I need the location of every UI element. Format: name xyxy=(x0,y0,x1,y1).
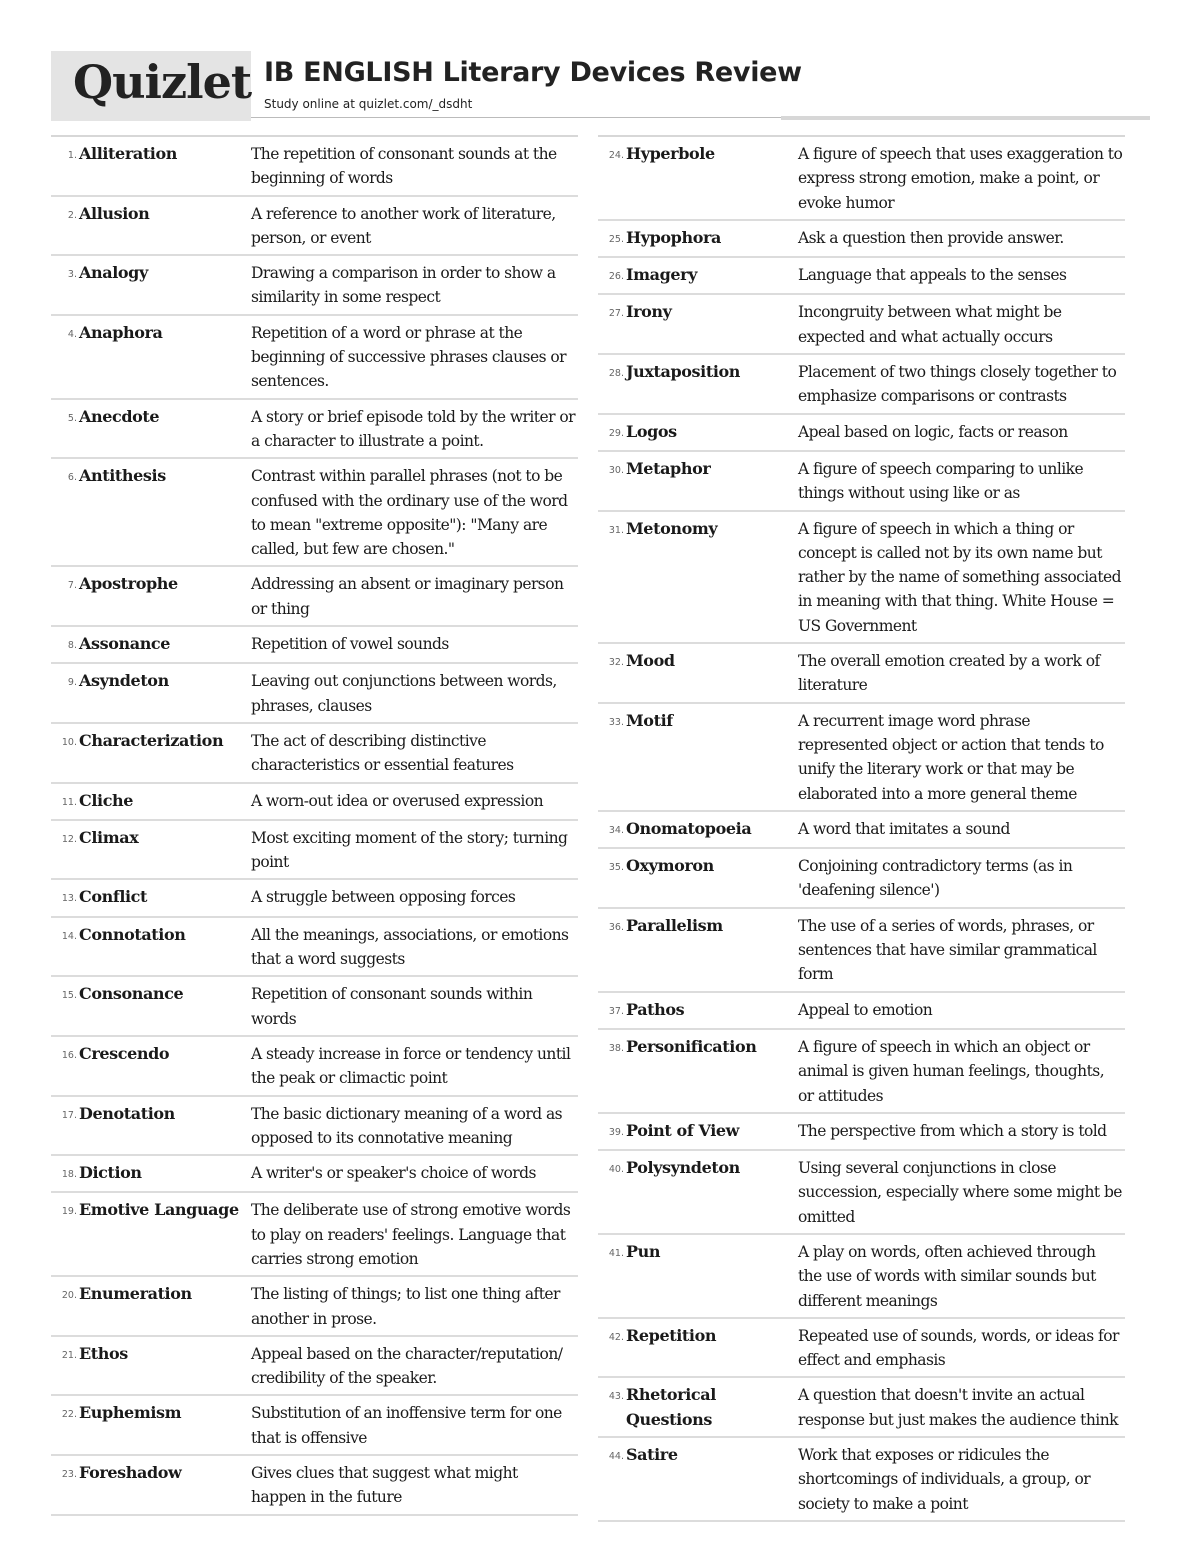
term-number: 27. xyxy=(608,308,624,320)
term-number: 28. xyxy=(608,368,624,380)
term-name: Analogy xyxy=(79,263,148,283)
term-number: 36. xyxy=(608,921,624,933)
term-name: Euphemism xyxy=(79,1403,182,1423)
quizlet-logo xyxy=(51,51,251,121)
term-definition: A figure of speech comparing to unlike things without using like or as xyxy=(798,459,1084,503)
term-definition: A worn-out idea or overused expression xyxy=(251,791,544,810)
term-definition: Using several conjunctions in close succession, especially where some might be omitted xyxy=(798,1159,1122,1226)
term-row xyxy=(51,664,578,724)
term-row xyxy=(51,821,578,881)
term-number: 34. xyxy=(608,824,624,836)
term-name: Satire xyxy=(626,1445,678,1465)
term-row xyxy=(598,1319,1125,1379)
term-name: Pun xyxy=(626,1241,661,1261)
term-number: 21. xyxy=(61,1349,77,1361)
term-definition: Language that appeals to the senses xyxy=(798,266,1067,285)
term-row xyxy=(51,135,578,197)
term-definition: Appeal to emotion xyxy=(798,1000,933,1019)
term-number: 4. xyxy=(67,328,77,340)
term-row xyxy=(598,812,1125,849)
term-name: Metonomy xyxy=(626,518,718,538)
term-name: Pathos xyxy=(626,999,685,1019)
term-number: 8. xyxy=(67,640,77,652)
term-row xyxy=(598,993,1125,1030)
term-definition: Repeated use of sounds, words, or ideas for effect and emphasis xyxy=(798,1326,1119,1370)
term-row xyxy=(51,1396,578,1456)
term-row xyxy=(51,1277,578,1337)
term-row xyxy=(51,784,578,821)
term-name: Characterization xyxy=(79,730,224,750)
term-definition: The deliberate use of strong emotive words to play on readers' feelings. Language that carries strong emotion xyxy=(251,1201,571,1268)
term-name: Enumeration xyxy=(79,1284,192,1304)
term-name: Anecdote xyxy=(79,406,160,426)
term-definition: A steady increase in force or tendency until the peak or climactic point xyxy=(251,1044,571,1088)
term-name: Cliche xyxy=(79,790,134,810)
term-definition: Addressing an absent or imaginary person or thing xyxy=(251,575,564,618)
term-row xyxy=(598,1151,1125,1235)
term-name: Asyndeton xyxy=(79,671,169,691)
term-number: 5. xyxy=(67,412,77,424)
term-row xyxy=(598,221,1125,258)
term-row xyxy=(598,415,1125,452)
term-number: 10. xyxy=(61,736,77,748)
term-name: Emotive Language xyxy=(79,1200,239,1220)
term-row xyxy=(51,918,578,978)
term-row xyxy=(598,1114,1125,1151)
term-definition: Gives clues that suggest what might happen in the future xyxy=(251,1464,518,1507)
term-list-right xyxy=(598,135,1125,1522)
term-definition: The listing of things; to list one thing after another in prose. xyxy=(251,1285,560,1328)
term-number: 3. xyxy=(67,269,77,281)
term-number: 23. xyxy=(61,1469,77,1481)
term-name: Hypophora xyxy=(626,227,721,247)
term-row xyxy=(51,1456,578,1516)
term-definition: A figure of speech in which a thing or concept is called not by its own name but rather by the name of something associated in meaning with that thing. White House = US Government xyxy=(798,519,1122,635)
page-title: IB ENGLISH Literary Devices Review xyxy=(264,57,802,88)
term-row xyxy=(598,1030,1125,1114)
term-definition: A play on words, often achieved through the use of words with similar sounds but different meanings xyxy=(798,1242,1096,1310)
term-definition: Ask a question then provide answer. xyxy=(798,228,1064,247)
term-number: 18. xyxy=(61,1169,77,1181)
term-name: Denotation xyxy=(79,1103,175,1123)
term-name: Anaphora xyxy=(79,322,163,342)
term-row xyxy=(51,724,578,784)
term-row xyxy=(598,849,1125,909)
term-row xyxy=(598,512,1125,644)
page-subtitle: Study online at quizlet.com/_dsdht xyxy=(264,97,473,111)
term-number: 16. xyxy=(61,1049,77,1061)
term-number: 39. xyxy=(608,1126,624,1138)
header-divider-accent xyxy=(781,116,1150,120)
term-number: 2. xyxy=(67,209,77,221)
term-row xyxy=(598,135,1125,221)
term-definition: Incongruity between what might be expected and what actually occurs xyxy=(798,303,1062,346)
term-definition: A word that imitates a sound xyxy=(798,819,1010,838)
term-definition: A story or brief episode told by the writer or a character to illustrate a point. xyxy=(251,407,575,450)
term-name: Conflict xyxy=(79,887,148,907)
term-row xyxy=(598,1378,1125,1438)
term-name: Consonance xyxy=(79,984,184,1004)
term-number: 17. xyxy=(61,1109,77,1121)
term-number: 24. xyxy=(608,150,624,161)
term-row xyxy=(51,400,578,460)
term-row xyxy=(51,316,578,400)
term-row xyxy=(51,459,578,567)
term-name: Rhetorical Questions xyxy=(626,1385,716,1429)
term-number: 37. xyxy=(608,1005,624,1017)
term-name: Foreshadow xyxy=(79,1463,182,1483)
term-name: Point of View xyxy=(626,1120,740,1140)
term-row xyxy=(51,1337,578,1397)
term-name: Irony xyxy=(626,302,672,322)
term-definition: The basic dictionary meaning of a word as opposed to its connotative meaning xyxy=(251,1104,563,1147)
term-name: Metaphor xyxy=(626,458,711,478)
term-definition: A reference to another work of literature, person, or event xyxy=(251,204,556,247)
term-row xyxy=(51,880,578,917)
term-definition: A writer's or speaker's choice of words xyxy=(251,1164,536,1183)
header-divider xyxy=(251,117,781,118)
term-number: 29. xyxy=(608,427,624,439)
term-definition: The perspective from which a story is told xyxy=(798,1121,1107,1140)
term-row xyxy=(598,355,1125,415)
term-number: 41. xyxy=(608,1247,624,1259)
term-row xyxy=(598,1438,1125,1522)
term-definition: Appeal based on the character/reputation/ credibility of the speaker. xyxy=(251,1344,563,1388)
term-name: Personification xyxy=(626,1036,757,1056)
term-name: Polysyndeton xyxy=(626,1158,740,1178)
term-definition: Contrast within parallel phrases (not to be confused with the ordinary use of the word to mean "extreme opposite"): "Many are called, but few are chosen." xyxy=(251,467,568,559)
term-name: Logos xyxy=(626,421,677,441)
term-definition: Repetition of vowel sounds xyxy=(251,635,449,654)
term-row xyxy=(598,704,1125,812)
term-name: Imagery xyxy=(626,265,698,285)
term-number: 19. xyxy=(61,1206,77,1218)
term-number: 35. xyxy=(608,862,624,874)
term-number: 9. xyxy=(67,677,77,689)
logo-text: Quizlet xyxy=(73,55,252,109)
term-definition: A figure of speech that uses exaggeration to express strong emotion, make a point, or evoke humor xyxy=(798,145,1123,212)
term-number: 25. xyxy=(608,233,624,245)
term-row xyxy=(51,627,578,664)
term-name: Antithesis xyxy=(79,466,166,486)
term-name: Ethos xyxy=(79,1343,128,1363)
term-number: 38. xyxy=(608,1042,624,1054)
term-number: 15. xyxy=(61,990,77,1002)
term-row xyxy=(51,1193,578,1277)
term-name: Apostrophe xyxy=(79,574,178,594)
term-definition: Drawing a comparison in order to show a similarity in some respect xyxy=(251,264,556,307)
term-number: 11. xyxy=(61,796,77,808)
term-name: Repetition xyxy=(626,1325,717,1345)
term-number: 26. xyxy=(608,271,624,283)
term-row xyxy=(598,295,1125,355)
term-name: Mood xyxy=(626,651,675,671)
term-definition: The act of describing distinctive characteristics or essential features xyxy=(251,731,514,775)
term-row xyxy=(51,1037,578,1097)
term-name: Parallelism xyxy=(626,915,723,935)
term-definition: Apeal based on logic, facts or reason xyxy=(798,422,1068,441)
term-name: Juxtaposition xyxy=(626,362,741,382)
term-definition: Most exciting moment of the story; turning point xyxy=(251,828,568,872)
term-number: 22. xyxy=(61,1409,77,1421)
term-number: 33. xyxy=(608,716,624,728)
term-definition: All the meanings, associations, or emotions that a word suggests xyxy=(251,925,569,969)
term-definition: Repetition of consonant sounds within words xyxy=(251,985,533,1028)
term-list-left xyxy=(51,135,578,1516)
term-number: 6. xyxy=(67,472,77,484)
term-row xyxy=(51,256,578,316)
term-row xyxy=(51,977,578,1037)
term-name: Allusion xyxy=(79,203,150,223)
term-definition: Repetition of a word or phrase at the beginning of successive phrases clauses or sentences. xyxy=(251,323,566,391)
term-name: Connotation xyxy=(79,924,186,944)
term-number: 44. xyxy=(608,1451,624,1463)
term-definition: Substitution of an inoffensive term for one that is offensive xyxy=(251,1404,562,1447)
term-row xyxy=(51,567,578,627)
term-definition: Work that exposes or ridicules the shortcomings of individuals, a group, or society to make a point xyxy=(798,1446,1091,1513)
term-number: 1. xyxy=(67,150,77,161)
term-row xyxy=(598,909,1125,993)
term-row xyxy=(598,452,1125,512)
term-number: 42. xyxy=(608,1331,624,1343)
term-row xyxy=(51,1156,578,1193)
term-number: 30. xyxy=(608,464,624,476)
term-number: 20. xyxy=(61,1290,77,1302)
term-row xyxy=(598,644,1125,704)
term-name: Climax xyxy=(79,827,139,847)
term-number: 43. xyxy=(608,1391,624,1403)
term-row xyxy=(598,1235,1125,1319)
term-row xyxy=(51,1097,578,1157)
term-number: 12. xyxy=(61,833,77,845)
term-number: 40. xyxy=(608,1164,624,1176)
term-name: Motif xyxy=(626,710,673,730)
term-definition: Leaving out conjunctions between words, phrases, clauses xyxy=(251,672,557,715)
term-number: 14. xyxy=(61,930,77,942)
term-definition: A recurrent image word phrase represented object or action that tends to unify the literary work or that may be elaborated into a more general theme xyxy=(798,711,1104,803)
term-definition: Placement of two things closely together to emphasize comparisons or contrasts xyxy=(798,363,1117,406)
term-number: 31. xyxy=(608,524,624,536)
term-definition: The use of a series of words, phrases, or sentences that have similar grammatical form xyxy=(798,916,1097,984)
term-number: 13. xyxy=(61,893,77,905)
term-name: Hyperbole xyxy=(626,144,715,163)
term-name: Alliteration xyxy=(79,144,177,163)
term-definition: Conjoining contradictory terms (as in 'deafening silence') xyxy=(798,857,1073,900)
term-name: Oxymoron xyxy=(626,856,714,876)
term-number: 7. xyxy=(67,580,77,592)
term-definition: A figure of speech in which an object or animal is given human feelings, thoughts, or attitudes xyxy=(798,1037,1105,1105)
term-definition: The overall emotion created by a work of literature xyxy=(798,652,1100,695)
term-row xyxy=(51,197,578,257)
term-name: Crescendo xyxy=(79,1043,170,1063)
term-name: Assonance xyxy=(79,634,171,654)
page-header xyxy=(51,51,1150,121)
term-number: 32. xyxy=(608,657,624,669)
term-definition: A question that doesn't invite an actual response but just makes the audience think xyxy=(798,1386,1118,1429)
term-name: Onomatopoeia xyxy=(626,818,752,838)
term-name: Diction xyxy=(79,1163,142,1183)
term-row xyxy=(598,258,1125,295)
term-definition: The repetition of consonant sounds at the beginning of words xyxy=(251,145,557,188)
term-definition: A struggle between opposing forces xyxy=(251,888,516,907)
